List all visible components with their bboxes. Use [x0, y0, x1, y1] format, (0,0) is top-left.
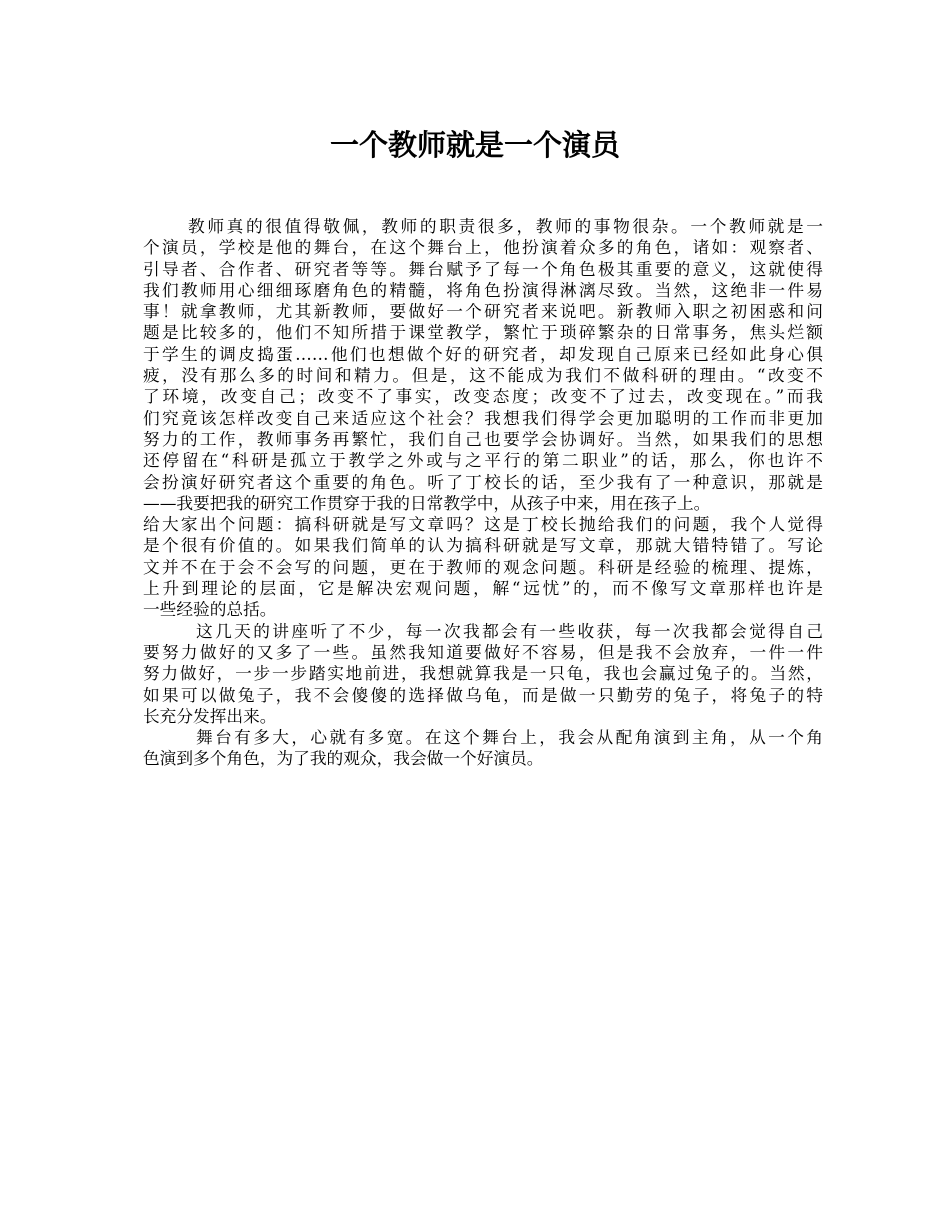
text-line: 这几天的讲座听了不少，每一次我都会有一些收获，每一次我都会觉得自己	[196, 620, 823, 641]
paragraph-1	[143, 216, 823, 514]
text-line: 要努力做好的又多了一些。虽然我知道要做好不容易，但是我不会放弃，一件一件	[143, 641, 823, 662]
text-line: 是个很有价值的。如果我们简单的认为搞科研就是写文章，那就大错特错了。写论	[143, 535, 823, 556]
text-line: 如果可以做兔子，我不会傻傻的选择做乌龟，而是做一只勤劳的兔子，将兔子的特	[143, 684, 823, 705]
text-line: ——我要把我的研究工作贯穿于我的日常教学中，从孩子中来，用在孩子上。	[143, 492, 711, 513]
document-body	[143, 216, 823, 770]
text-line: 引导者、合作者、研究者等等。舞台赋予了每一个角色极其重要的意义，这就使得	[143, 258, 823, 279]
text-line: 一些经验的总括。	[143, 599, 277, 620]
text-line: 个演员，学校是他的舞台，在这个舞台上，他扮演着众多的角色，诸如：观察者、	[143, 237, 823, 258]
text-line: 上升到理论的层面，它是解决宏观问题，解“远忧”的，而不像写文章那样也许是	[143, 578, 823, 599]
text-line: 长充分发挥出来。	[143, 705, 277, 726]
text-line: 于学生的调皮捣蛋……他们也想做个好的研究者，却发现自己原来已经如此身心俱	[143, 343, 823, 364]
paragraph-4	[143, 727, 823, 770]
text-line: 努力的工作，教师事务再繁忙，我们自己也要学会协调好。当然，如果我们的思想	[143, 428, 823, 449]
text-line: 文并不在于会不会写的问题，更在于教师的观念问题。科研是经验的梳理、提炼，	[143, 556, 823, 577]
text-line: 题是比较多的，他们不知所措于课堂教学，繁忙于琐碎繁杂的日常事务，焦头烂额	[143, 322, 823, 343]
text-line: 了环境，改变自己；改变不了事实，改变态度；改变不了过去，改变现在。”而我	[143, 386, 823, 407]
text-line: 色演到多个角色，为了我的观众，我会做一个好演员。	[143, 748, 544, 769]
text-line: 疲，没有那么多的时间和精力。但是，这不能成为我们不做科研的理由。“改变不	[143, 365, 823, 386]
text-line: 教师真的很值得敬佩，教师的职责很多，教师的事物很杂。一个教师就是一	[188, 216, 823, 236]
text-line: 还停留在“科研是孤立于教学之外或与之平行的第二职业”的话，那么，你也许不	[143, 450, 823, 471]
text-line: 努力做好，一步一步踏实地前进，我想就算我是一只龟，我也会赢过兔子的。当然，	[143, 663, 823, 684]
text-line: 事！就拿教师，尤其新教师，要做好一个研究者来说吧。新教师入职之初困惑和问	[143, 301, 823, 322]
text-line: 会扮演好研究者这个重要的角色。听了丁校长的话，至少我有了一种意识，那就是	[143, 471, 823, 492]
paragraph-2	[143, 514, 823, 620]
text-line: 给大家出个问题：搞科研就是写文章吗？这是丁校长抛给我们的问题，我个人觉得	[143, 514, 823, 535]
paragraph-3	[143, 621, 823, 727]
text-line: 舞台有多大，心就有多宽。在这个舞台上，我会从配角演到主角，从一个角	[196, 727, 823, 748]
text-line: 我们教师用心细细琢磨角色的精髓，将角色扮演得淋漓尽致。当然，这绝非一件易	[143, 279, 823, 300]
document-title: 一个教师就是一个演员	[329, 128, 620, 162]
text-line: 们究竟该怎样改变自己来适应这个社会？我想我们得学会更加聪明的工作而非更加	[143, 407, 823, 428]
